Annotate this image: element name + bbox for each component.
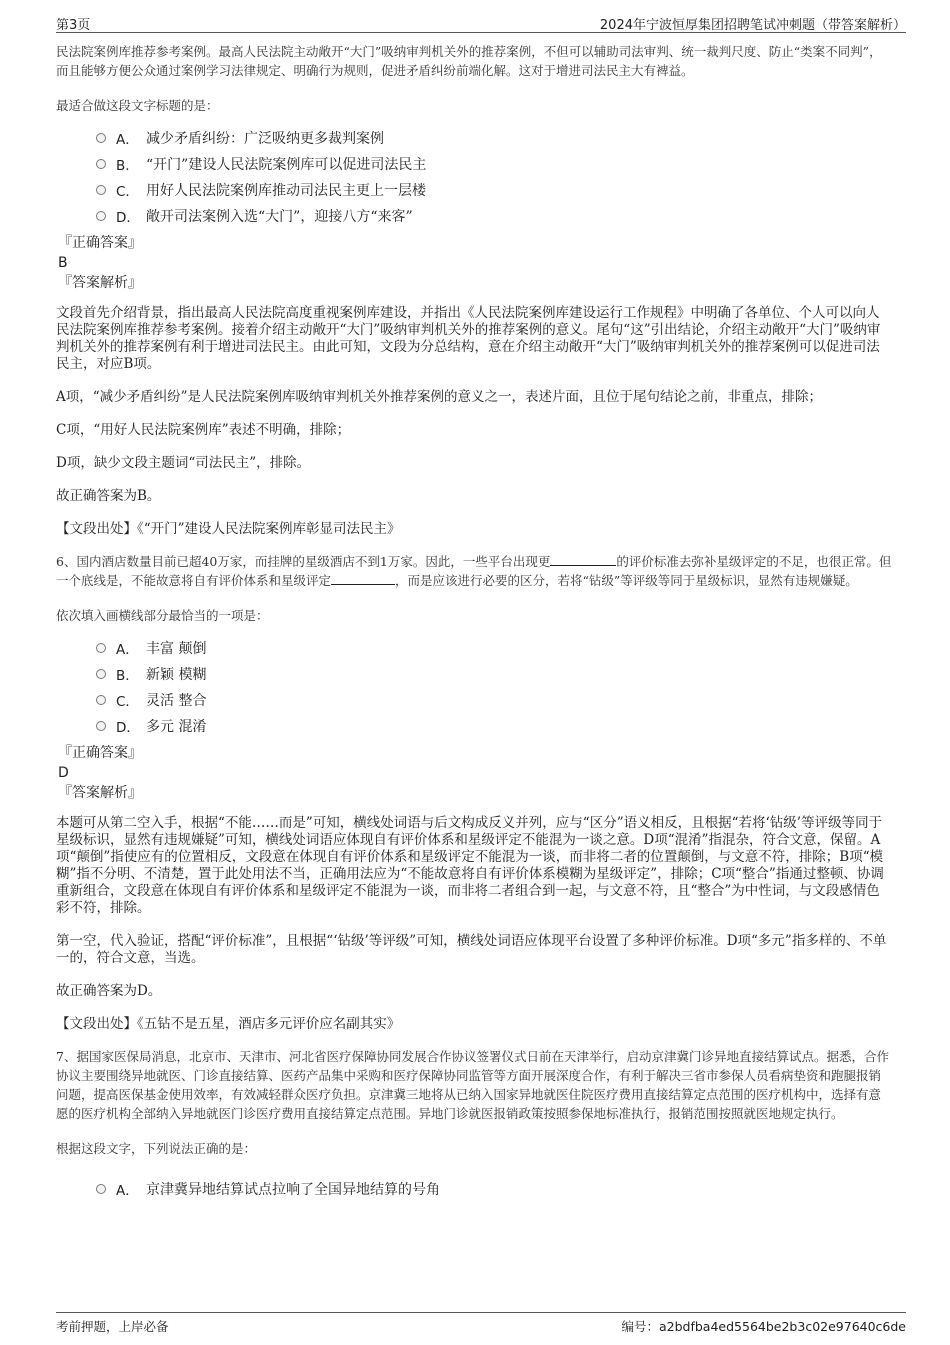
analysis-paragraph: 文段首先介绍背景，指出最高人民法院高度重视案例库建设，并指出《人民法院案例库建设运行工作规程》中明确了各单位、个人可以向人民法院案例库推荐参考案例。接着介绍主动敞开“大门”吸纳审判机关外的推荐案例的意义。尾句“这”引出结论，介绍主动敞开“大门”吸纳审判机关外的推荐案例有利于增进司法民主。由此可知，文段为分总结构，意在介绍主动敞开“大门”吸纳审判机关外的推荐案例可以促进司法民主，对应B项。 <box>56 305 881 372</box>
answer-value: D <box>58 765 69 781</box>
radio-icon[interactable] <box>96 211 106 221</box>
q5-option-a[interactable]: A． 减少矛盾纠纷：广泛吸纳更多裁判案例 <box>96 125 892 151</box>
q7-options <box>96 1176 892 1202</box>
q5-options <box>96 125 892 229</box>
fill-blank <box>331 572 395 585</box>
question-prompt: 根据这段文字，下列说法正确的是： <box>56 1141 257 1156</box>
passage-text: 民法院案例库推荐参考案例。最高人民法院主动敞开“大门”吸纳审判机关外的推荐案例，不但可以辅助司法审判、统一裁判尺度、防止“类案不同判”，而且能够方便公众通过案例学习法律规定、明确行为规则，促进矛盾纠纷前端化解。这对于增进司法民主大有裨益。 <box>56 44 882 78</box>
analysis-paragraph: D项，缺少文段主题词“司法民主”，排除。 <box>56 455 311 471</box>
question-stem: 7、据国家医保局消息，北京市、天津市、河北省医疗保障协同发展合作协议签署仪式日前在天津举行，启动京津冀门诊异地直接结算试点。据悉，合作协议主要围绕异地就医、门诊直接结算、医药产品集中采购和医疗保障协同监管等方面开展深度合作，有利于解决三省市参保人员看病垫资和跑腿报销问题，提高医保基金使用效率，有效减轻群众医疗负担。京津冀三地将从已纳入国家异地就医住院医疗费用直接结算定点范围的医疗机构中，选择有意愿的医疗机构全部纳入异地就医门诊医疗费用直接结算定点范围。异地门诊就医报销政策按照参保地标准执行，报销范围按照就医地规定执行。 <box>56 1049 889 1121</box>
footer-slogan: 考前押题，上岸必备 <box>56 1319 169 1334</box>
question-stem: 6、国内酒店数量目前已超40万家，而挂牌的星级酒店不到1万家。因此，一些平台出现更 的评价标准去弥补星级评定的不足，也很正常。但一个底线是，不能故意将自有评价体系和星级评定 ，而是应该进行必要的区分，若将“钻级”等评级等同于星级标识，显然有违规嫌疑。 <box>56 554 892 588</box>
analysis-label: 『答案解析』 <box>58 785 142 801</box>
analysis-paragraph: 本题可从第二空入手，根据“不能……而是”可知，横线处词语与后文构成反义并列，应与“区分”语义相反，且根据“若将‘钻级’等评级等同于星级标识，显然有违规嫌疑”可知，横线处词语应体现自有评价体系和星级评定不能混为一谈之意。D项“混淆”指混杂，符合文意，保留。A项“颠倒”指使应有的位置相反，文段意在体现自有评价体系和星级评定不能混为一谈，而非将二者的位置颠倒，与文意不符，排除；B项“模糊”指不分明、不清楚，置于此处用法不当，正确用法应为“不能故意将自有评价体系模糊为星级评定”，排除；C项“整合”指通过整顿、协调重新组合，文段意在体现自有评价体系和星级评定不能混为一谈，而非将二者组合到一起，与文意不符，且“整合”为中性词，与文段感情色彩不符，排除。 <box>56 815 884 916</box>
radio-icon[interactable] <box>96 669 106 679</box>
q6-options <box>96 635 892 739</box>
radio-icon[interactable] <box>96 133 106 143</box>
source-citation: 【文段出处】《“开门”建设人民法院案例库彰显司法民主》 <box>56 521 401 537</box>
q6-option-b[interactable]: B． 新颖 模糊 <box>96 661 892 687</box>
radio-icon[interactable] <box>96 721 106 731</box>
radio-icon[interactable] <box>96 1184 106 1194</box>
analysis-paragraph: A项，“减少矛盾纠纷”是人民法院案例库吸纳审判机关外推荐案例的意义之一，表述片面，且位于尾句结论之前，非重点，排除； <box>56 389 823 405</box>
q6-option-a[interactable]: A． 丰富 颠倒 <box>96 635 892 661</box>
document-title: 2024年宁波恒厚集团招聘笔试冲刺题（带答案解析） <box>599 18 906 33</box>
analysis-paragraph: 第一空，代入验证，搭配“评价标准”，且根据“‘钻级’等评级”可知，横线处词语应体现平台设置了多种评价标准。D项“多元”指多样的、不单一的，符合文意，当选。 <box>56 933 887 966</box>
q6-option-c[interactable]: C． 灵活 整合 <box>96 687 892 713</box>
q5-option-c[interactable]: C． 用好人民法院案例库推动司法民主更上一层楼 <box>96 177 892 203</box>
fill-blank <box>550 553 616 566</box>
answer-label: 『正确答案』 <box>58 235 142 251</box>
analysis-label: 『答案解析』 <box>58 275 142 291</box>
q6-option-d[interactable]: D． 多元 混淆 <box>96 713 892 739</box>
question-prompt: 依次填入画横线部分最恰当的一项是： <box>56 608 269 623</box>
radio-icon[interactable] <box>96 695 106 705</box>
analysis-paragraph: C项，“用好人民法院案例库”表述不明确，排除； <box>56 422 351 438</box>
radio-icon[interactable] <box>96 159 106 169</box>
q7-option-a[interactable]: A． 京津冀异地结算试点拉响了全国异地结算的号角 <box>96 1176 892 1202</box>
q5-option-b[interactable]: B． “开门”建设人民法院案例库可以促进司法民主 <box>96 151 892 177</box>
analysis-conclusion: 故正确答案为B。 <box>56 488 161 504</box>
main-content <box>56 42 892 1206</box>
radio-icon[interactable] <box>96 643 106 653</box>
radio-icon[interactable] <box>96 185 106 195</box>
page-number: 第3页 <box>56 18 91 33</box>
question-prompt: 最适合做这段文字标题的是： <box>56 98 219 113</box>
analysis-conclusion: 故正确答案为D。 <box>56 983 162 999</box>
page-footer <box>56 1312 906 1333</box>
document-id: 编号：a2bdfba4ed5564be2b3c02e97640c6de <box>621 1319 906 1334</box>
page-header <box>56 10 906 33</box>
q5-option-d[interactable]: D． 敞开司法案例入选“大门”，迎接八方“来客” <box>96 203 892 229</box>
answer-value: B <box>58 255 68 271</box>
answer-label: 『正确答案』 <box>58 745 142 761</box>
source-citation: 【文段出处】《五钻不是五星，酒店多元评价应名副其实》 <box>56 1016 401 1032</box>
